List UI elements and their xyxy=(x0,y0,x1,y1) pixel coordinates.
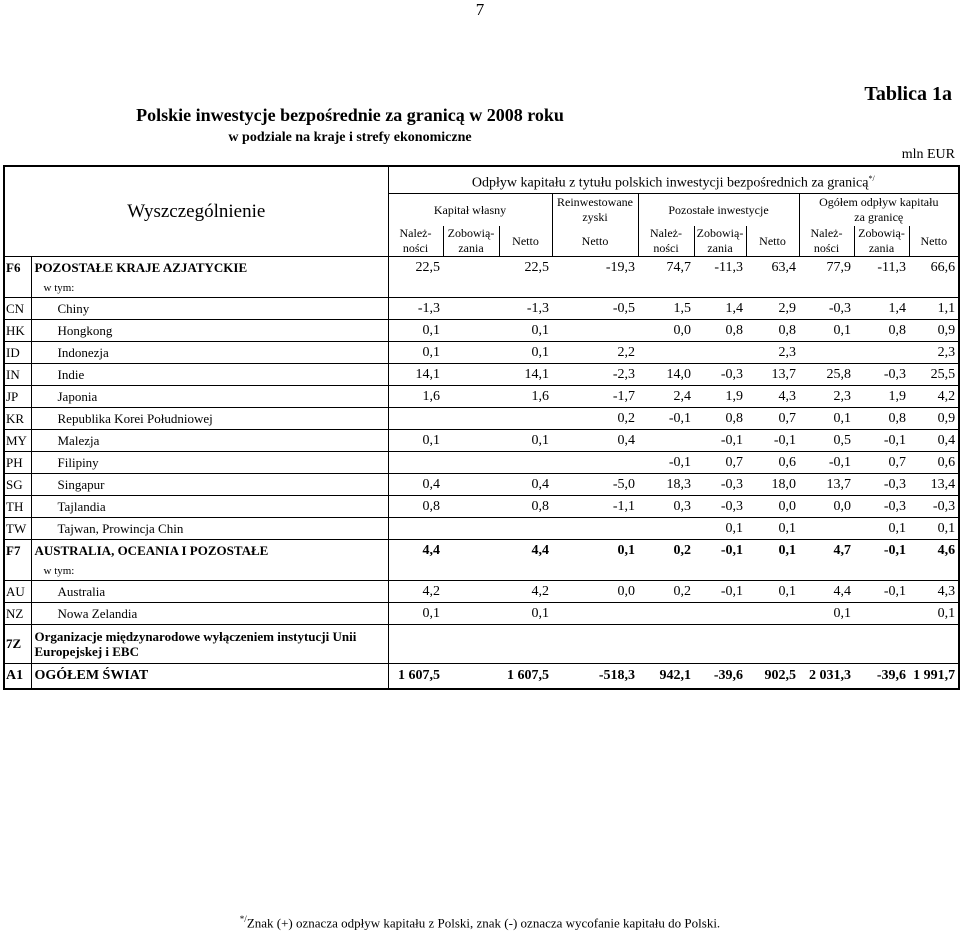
row-value xyxy=(443,320,499,342)
row-value: 0,7 xyxy=(694,452,746,474)
row-value: 1,4 xyxy=(694,298,746,320)
row-value: -0,3 xyxy=(694,496,746,518)
header-super-mark: */ xyxy=(868,174,875,184)
table-row xyxy=(4,603,959,625)
footnote-text: Znak (+) oznacza odpływ kapitału z Polski, znak (-) oznacza wycofanie kapitału do Polski. xyxy=(246,915,721,931)
row-value: 0,7 xyxy=(746,408,799,430)
row-code: SG xyxy=(4,474,31,496)
row-code: PH xyxy=(4,452,31,474)
row-value: 0,1 xyxy=(499,430,552,452)
row-value xyxy=(552,518,638,540)
row-value xyxy=(746,603,799,625)
row-value xyxy=(694,342,746,364)
row-value xyxy=(443,342,499,364)
row-value: 0,1 xyxy=(499,603,552,625)
row-name: POZOSTAŁE KRAJE AZJATYCKIE xyxy=(31,257,388,279)
row-code: TH xyxy=(4,496,31,518)
row-value xyxy=(746,625,799,664)
row-value: 2,3 xyxy=(909,342,959,364)
header-assets-2: ności xyxy=(653,241,679,255)
row-value: -1,7 xyxy=(552,386,638,408)
row-value: 2,4 xyxy=(638,386,694,408)
row-code: ID xyxy=(4,342,31,364)
row-code: CN xyxy=(4,298,31,320)
header-reinvested-line1: Reinwestowane xyxy=(557,195,633,209)
row-value: 0,8 xyxy=(746,320,799,342)
row-value: 13,7 xyxy=(746,364,799,386)
row-value xyxy=(799,625,854,664)
row-value: 63,4 xyxy=(746,257,799,279)
row-value: 0,1 xyxy=(799,320,854,342)
row-value: 0,1 xyxy=(909,518,959,540)
row-value: 0,1 xyxy=(909,603,959,625)
table-row xyxy=(4,298,959,320)
row-value: 0,1 xyxy=(388,603,443,625)
row-value xyxy=(443,496,499,518)
row-value: -0,3 xyxy=(909,496,959,518)
row-value: 0,2 xyxy=(638,581,694,603)
row-value: -0,1 xyxy=(746,430,799,452)
row-value xyxy=(388,625,443,664)
row-value xyxy=(443,474,499,496)
row-value xyxy=(443,298,499,320)
table-row xyxy=(4,452,959,474)
row-value: 2,2 xyxy=(552,342,638,364)
row-value: 1,9 xyxy=(694,386,746,408)
row-value xyxy=(443,257,499,279)
row-value xyxy=(499,518,552,540)
header-liabilities xyxy=(443,226,499,257)
row-value: 0,1 xyxy=(746,540,799,562)
row-value: -0,1 xyxy=(638,452,694,474)
row-value xyxy=(552,320,638,342)
row-value: 1 607,5 xyxy=(388,664,443,690)
row-code: 7Z xyxy=(4,625,31,664)
row-name: Organizacje międzynarodowe wyłączeniem instytucji Unii Europejskej i EBC xyxy=(31,625,388,664)
header-liab-1: Zobowią- xyxy=(696,226,744,240)
row-value: -518,3 xyxy=(552,664,638,690)
header-assets-1: Należ- xyxy=(399,226,432,240)
row-value xyxy=(854,561,909,581)
row-value: 4,3 xyxy=(909,581,959,603)
row-value: 0,9 xyxy=(909,320,959,342)
table-row xyxy=(4,581,959,603)
row-value xyxy=(443,561,499,581)
row-value: -0,3 xyxy=(799,298,854,320)
row-value: 2,9 xyxy=(746,298,799,320)
row-value: 2 031,3 xyxy=(799,664,854,690)
header-assets-2: ności xyxy=(402,241,429,255)
header-assets xyxy=(388,226,443,257)
row-value xyxy=(388,278,443,298)
row-value: 1,6 xyxy=(499,386,552,408)
row-value: 13,7 xyxy=(799,474,854,496)
row-value xyxy=(854,342,909,364)
header-total xyxy=(799,194,959,227)
row-value: -0,3 xyxy=(854,496,909,518)
table-row xyxy=(4,474,959,496)
row-value: 0,1 xyxy=(552,540,638,562)
unit-label: mln EUR xyxy=(901,147,955,162)
row-value: 22,5 xyxy=(499,257,552,279)
header-assets-1: Należ- xyxy=(810,226,843,240)
row-value xyxy=(552,625,638,664)
row-value: 13,4 xyxy=(909,474,959,496)
row-value xyxy=(799,342,854,364)
row-value: 0,4 xyxy=(388,474,443,496)
row-value: 0,8 xyxy=(694,320,746,342)
table-row xyxy=(4,364,959,386)
header-liab-2: zania xyxy=(868,241,895,255)
row-value: -0,1 xyxy=(694,430,746,452)
page-number: 7 xyxy=(475,0,485,19)
row-value: 4,7 xyxy=(799,540,854,562)
table-row xyxy=(4,625,959,664)
row-name: w tym: xyxy=(31,561,388,581)
row-value: 4,4 xyxy=(799,581,854,603)
row-value: 0,6 xyxy=(909,452,959,474)
row-name: w tym: xyxy=(31,278,388,298)
row-value xyxy=(638,625,694,664)
row-value: 0,0 xyxy=(746,496,799,518)
header-super xyxy=(388,166,959,194)
row-value xyxy=(388,561,443,581)
row-value: 0,9 xyxy=(909,408,959,430)
row-value: -0,1 xyxy=(638,408,694,430)
row-value: 1,9 xyxy=(854,386,909,408)
row-code: AU xyxy=(4,581,31,603)
table-row xyxy=(4,496,959,518)
header-assets xyxy=(638,226,694,257)
row-value xyxy=(552,561,638,581)
row-value xyxy=(854,625,909,664)
row-value xyxy=(694,278,746,298)
row-value xyxy=(638,603,694,625)
header-assets-2: ności xyxy=(813,241,840,255)
row-value xyxy=(638,278,694,298)
row-value xyxy=(638,342,694,364)
row-value: 1,6 xyxy=(388,386,443,408)
row-value xyxy=(552,603,638,625)
row-value xyxy=(443,664,499,690)
row-name: Nowa Zelandia xyxy=(31,603,388,625)
row-value: 4,2 xyxy=(909,386,959,408)
row-code xyxy=(4,561,31,581)
row-value xyxy=(443,540,499,562)
table-row xyxy=(4,430,959,452)
row-value xyxy=(443,581,499,603)
row-code: F6 xyxy=(4,257,31,279)
header-row-label: Wyszczególnienie xyxy=(127,201,266,222)
row-value xyxy=(799,518,854,540)
row-code: NZ xyxy=(4,603,31,625)
table-row xyxy=(4,257,959,279)
row-value: 0,8 xyxy=(694,408,746,430)
header-liab-2: zania xyxy=(458,241,484,255)
row-value xyxy=(499,561,552,581)
row-value: -0,3 xyxy=(854,364,909,386)
header-equity: Kapitał własny xyxy=(388,194,552,227)
row-value: 18,0 xyxy=(746,474,799,496)
row-value: 2,3 xyxy=(746,342,799,364)
row-value: -0,5 xyxy=(552,298,638,320)
row-value: 66,6 xyxy=(909,257,959,279)
row-name: Indie xyxy=(31,364,388,386)
row-value: 0,1 xyxy=(388,342,443,364)
row-value: 0,0 xyxy=(552,581,638,603)
row-value: 77,9 xyxy=(799,257,854,279)
row-value: -0,1 xyxy=(694,581,746,603)
row-value: -0,1 xyxy=(854,540,909,562)
row-code: F7 xyxy=(4,540,31,562)
row-value xyxy=(443,625,499,664)
row-value: -39,6 xyxy=(694,664,746,690)
header-liab-1: Zobowią- xyxy=(858,226,905,240)
row-value xyxy=(443,278,499,298)
row-value: 0,1 xyxy=(388,320,443,342)
row-value: 0,1 xyxy=(694,518,746,540)
header-reinvested-line2: zyski xyxy=(582,210,608,224)
row-value: 0,8 xyxy=(854,408,909,430)
row-value xyxy=(388,408,443,430)
row-code: HK xyxy=(4,320,31,342)
row-value xyxy=(799,278,854,298)
row-value: 4,4 xyxy=(499,540,552,562)
row-value: 942,1 xyxy=(638,664,694,690)
row-value: 0,4 xyxy=(552,430,638,452)
row-value xyxy=(443,408,499,430)
row-value: 0,1 xyxy=(388,430,443,452)
investment-table xyxy=(3,165,960,690)
header-net: Netto xyxy=(499,226,552,257)
row-value xyxy=(552,278,638,298)
row-name: Chiny xyxy=(31,298,388,320)
row-value: 4,2 xyxy=(499,581,552,603)
row-value: 1,4 xyxy=(854,298,909,320)
row-value: 4,2 xyxy=(388,581,443,603)
row-value: -11,3 xyxy=(854,257,909,279)
row-value xyxy=(499,452,552,474)
row-name: Japonia xyxy=(31,386,388,408)
header-liab-2: zania xyxy=(707,241,733,255)
table-body xyxy=(4,257,959,690)
row-value: 1,1 xyxy=(909,298,959,320)
table-row xyxy=(4,540,959,562)
row-name: Republika Korei Południowej xyxy=(31,408,388,430)
row-code: JP xyxy=(4,386,31,408)
row-name: Australia xyxy=(31,581,388,603)
header-net: Netto xyxy=(746,226,799,257)
table-row xyxy=(4,664,959,690)
row-value: 0,1 xyxy=(746,581,799,603)
row-value: 0,4 xyxy=(909,430,959,452)
footnote xyxy=(0,914,960,931)
footnote-mark: */ xyxy=(239,914,247,924)
header-assets-1: Należ- xyxy=(650,226,682,240)
row-value: 0,8 xyxy=(854,320,909,342)
row-value: -39,6 xyxy=(854,664,909,690)
row-value: 0,7 xyxy=(854,452,909,474)
row-value: 18,3 xyxy=(638,474,694,496)
row-value: 4,4 xyxy=(388,540,443,562)
header-liab-1: Zobowią- xyxy=(447,226,495,240)
row-value: 0,1 xyxy=(799,603,854,625)
row-value: 0,1 xyxy=(799,408,854,430)
row-code: MY xyxy=(4,430,31,452)
table-header xyxy=(4,166,959,257)
row-value xyxy=(694,625,746,664)
row-code xyxy=(4,278,31,298)
row-value: -1,1 xyxy=(552,496,638,518)
row-name: Tajlandia xyxy=(31,496,388,518)
row-value xyxy=(443,364,499,386)
row-value: 2,3 xyxy=(799,386,854,408)
table-row xyxy=(4,561,959,581)
row-name: Hongkong xyxy=(31,320,388,342)
header-net: Netto xyxy=(909,226,959,257)
row-value xyxy=(909,561,959,581)
row-value: -0,3 xyxy=(854,474,909,496)
row-value xyxy=(443,430,499,452)
row-value: 14,1 xyxy=(388,364,443,386)
row-value: 0,4 xyxy=(499,474,552,496)
header-total-line2: za granicę xyxy=(854,210,904,224)
row-value: -0,1 xyxy=(694,540,746,562)
header-net: Netto xyxy=(552,226,638,257)
row-value: -0,3 xyxy=(694,364,746,386)
table-row xyxy=(4,320,959,342)
row-code: KR xyxy=(4,408,31,430)
row-value: 0,2 xyxy=(552,408,638,430)
row-value xyxy=(443,386,499,408)
table-label: Tablica 1a xyxy=(864,83,952,105)
row-value: 902,5 xyxy=(746,664,799,690)
row-value xyxy=(694,603,746,625)
row-value: 0,6 xyxy=(746,452,799,474)
row-value xyxy=(499,278,552,298)
row-value xyxy=(854,603,909,625)
row-value xyxy=(388,518,443,540)
row-value: 0,0 xyxy=(638,320,694,342)
row-value: 25,5 xyxy=(909,364,959,386)
row-value: 0,3 xyxy=(638,496,694,518)
row-value: -1,3 xyxy=(499,298,552,320)
row-value xyxy=(388,452,443,474)
page-title: Polskie inwestycje bezpośrednie za granicą w 2008 roku xyxy=(136,105,564,125)
row-value: 0,2 xyxy=(638,540,694,562)
row-value xyxy=(499,625,552,664)
row-value xyxy=(854,278,909,298)
row-value: -5,0 xyxy=(552,474,638,496)
row-value: -11,3 xyxy=(694,257,746,279)
row-value: 0,1 xyxy=(499,320,552,342)
table-row xyxy=(4,518,959,540)
row-name: AUSTRALIA, OCEANIA I POZOSTAŁE xyxy=(31,540,388,562)
row-name: Singapur xyxy=(31,474,388,496)
row-value: 0,1 xyxy=(499,342,552,364)
row-value xyxy=(552,452,638,474)
row-value xyxy=(694,561,746,581)
header-liabilities xyxy=(854,226,909,257)
header-assets xyxy=(799,226,854,257)
row-value: 4,6 xyxy=(909,540,959,562)
row-value: 0,0 xyxy=(799,496,854,518)
row-value: 4,3 xyxy=(746,386,799,408)
row-value: 14,0 xyxy=(638,364,694,386)
header-reinvested xyxy=(552,194,638,227)
row-value: -0,1 xyxy=(799,452,854,474)
header-liabilities xyxy=(694,226,746,257)
row-value: 1 991,7 xyxy=(909,664,959,690)
row-value xyxy=(499,408,552,430)
row-value xyxy=(909,278,959,298)
row-value: -19,3 xyxy=(552,257,638,279)
row-value xyxy=(443,603,499,625)
row-value xyxy=(638,430,694,452)
row-value: 0,8 xyxy=(499,496,552,518)
row-value xyxy=(746,561,799,581)
row-value xyxy=(746,278,799,298)
row-value: -1,3 xyxy=(388,298,443,320)
header-super-text: Odpływ kapitału z tytułu polskich inwestycji bezpośrednich za granicą xyxy=(471,176,869,191)
row-value: 74,7 xyxy=(638,257,694,279)
row-value: -0,1 xyxy=(854,581,909,603)
table-row xyxy=(4,342,959,364)
row-value: -2,3 xyxy=(552,364,638,386)
row-value: 1 607,5 xyxy=(499,664,552,690)
row-value: -0,3 xyxy=(694,474,746,496)
table-row xyxy=(4,386,959,408)
row-value: 0,1 xyxy=(854,518,909,540)
row-value xyxy=(909,625,959,664)
row-name: OGÓŁEM ŚWIAT xyxy=(31,664,388,690)
table-row xyxy=(4,408,959,430)
row-value: 22,5 xyxy=(388,257,443,279)
table-row xyxy=(4,278,959,298)
row-value xyxy=(638,518,694,540)
row-name: Tajwan, Prowincja Chin xyxy=(31,518,388,540)
row-value: -0,1 xyxy=(854,430,909,452)
row-value xyxy=(443,452,499,474)
header-other: Pozostałe inwestycje xyxy=(638,194,799,227)
header-total-line1: Ogółem odpływ kapitału xyxy=(819,195,939,209)
row-code: A1 xyxy=(4,664,31,690)
row-value: 14,1 xyxy=(499,364,552,386)
row-value: 0,1 xyxy=(746,518,799,540)
row-value: 0,8 xyxy=(388,496,443,518)
row-name: Malezja xyxy=(31,430,388,452)
row-value xyxy=(638,561,694,581)
row-value: 1,5 xyxy=(638,298,694,320)
row-value: 25,8 xyxy=(799,364,854,386)
row-code: IN xyxy=(4,364,31,386)
row-value: 0,5 xyxy=(799,430,854,452)
row-value xyxy=(443,518,499,540)
row-value xyxy=(799,561,854,581)
row-name: Filipiny xyxy=(31,452,388,474)
row-name: Indonezja xyxy=(31,342,388,364)
page-subtitle: w podziale na kraje i strefy ekonomiczne xyxy=(228,130,472,145)
row-code: TW xyxy=(4,518,31,540)
